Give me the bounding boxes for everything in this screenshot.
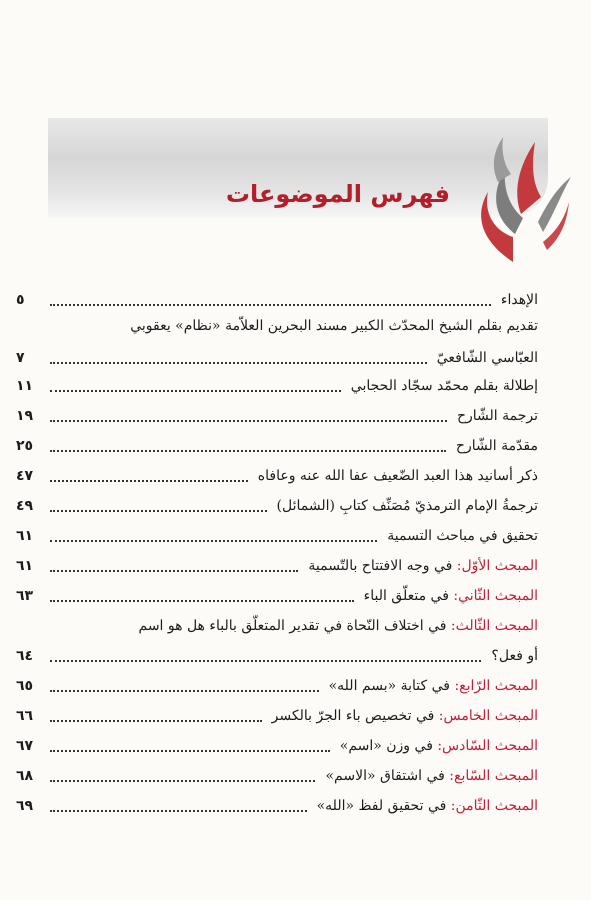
toc-leader-dots xyxy=(50,410,447,422)
toc-leader-dots xyxy=(50,380,341,392)
toc-entry-page: ٦١ xyxy=(16,528,34,544)
toc-entry-label: المبحث الثّامن: xyxy=(446,798,538,814)
toc-entry-title: في متعلّق الباء xyxy=(363,588,449,604)
toc-leader-dots xyxy=(50,800,307,812)
toc-entry-label: المبحث الثّالث: xyxy=(446,618,538,634)
toc-leader-dots xyxy=(50,352,427,364)
toc-leader-dots xyxy=(50,470,248,482)
toc-entry-page: ٦١ xyxy=(16,558,34,574)
toc-entry-page: ١٩ xyxy=(16,408,34,424)
toc-leader-dots xyxy=(50,294,491,306)
toc-leader-dots xyxy=(50,650,481,662)
toc-entry-title: تقديم بقلم الشيخ المحدّث الكبير مسند البحرين العلاّمة «نظام» يعقوبي xyxy=(130,318,538,334)
toc-entry-page: ٦٩ xyxy=(16,798,34,814)
toc-entry-title: في اختلاف النّحاة في تقدير المتعلّق بالباء هل هو اسم xyxy=(138,618,447,634)
toc-entry-title: في وزن «اسم» xyxy=(339,738,433,754)
toc-entry-title: ذكر أسانيد هذا العبد الضّعيف عفا الله عنه وعافاه xyxy=(257,468,538,484)
toc-entry-label: المبحث الثّاني: xyxy=(448,588,538,604)
toc-entry-page: ٦٣ xyxy=(16,588,34,604)
toc-entry-title: في كتابة «بسم الله» xyxy=(328,678,450,694)
page-title: فهرس الموضوعات xyxy=(225,180,450,208)
toc-leader-dots xyxy=(50,740,330,752)
toc-entry-label: المبحث الخامس: xyxy=(434,708,538,724)
toc-entry-title: في اشتقاق «الاسم» xyxy=(325,768,445,784)
toc-entry-page: ٥ xyxy=(16,292,25,308)
toc-leader-dots xyxy=(50,530,377,542)
toc-entry-title: تحقيق في مباحث التسمية xyxy=(387,528,538,544)
toc-entry-title: إطلالة بقلم محمّد سجّاد الحجابي xyxy=(350,378,538,394)
toc-entry-page: ٦٥ xyxy=(16,678,34,694)
toc-leader-dots xyxy=(50,680,319,692)
toc-entry-page: ٤٩ xyxy=(16,498,34,514)
toc-entry-page: ٦٨ xyxy=(16,768,34,784)
flame-ornament-icon xyxy=(443,122,573,267)
toc-leader-dots xyxy=(50,710,262,722)
toc-leader-dots xyxy=(50,590,354,602)
toc-entry-page: ١١ xyxy=(16,378,34,394)
toc-entry-page: ٦٦ xyxy=(16,708,34,724)
toc-leader-dots xyxy=(50,500,267,512)
toc-entry-label: المبحث السّابع: xyxy=(444,768,538,784)
toc-entry-page: ٢٥ xyxy=(16,438,34,454)
toc-entry-title: مقدّمة الشّارح xyxy=(455,438,538,454)
toc-entry-label: المبحث السّادس: xyxy=(432,738,538,754)
toc-entry-page: ٧ xyxy=(16,350,25,366)
toc-entry-title: ترجمةُ الإمام الترمذيّ مُصَنِّف كتابِ (الشمائل) xyxy=(276,498,538,514)
toc-entry-page: ٦٧ xyxy=(16,738,34,754)
toc-entry-page: ٦٤ xyxy=(16,648,34,664)
toc-entry-title: العبّاسي الشّافعيّ xyxy=(436,350,538,366)
toc-entry-title: ترجمة الشّارح xyxy=(456,408,538,424)
toc-entry-title: أو فعل؟ xyxy=(491,648,538,664)
toc-entry-label: المبحث الأوّل: xyxy=(452,558,538,574)
toc-entry-title: في تحقيق لفظ «الله» xyxy=(316,798,447,814)
toc-entry-label: المبحث الرّابع: xyxy=(450,678,538,694)
toc-leader-dots xyxy=(50,560,298,572)
toc-leader-dots xyxy=(50,440,446,452)
toc-entry-title: الإهداء xyxy=(500,292,538,308)
toc-entry-title: في تخصيص باء الجرّ بالكسر xyxy=(271,708,435,724)
toc-entry-page: ٤٧ xyxy=(16,468,34,484)
toc-entry-title: في وجه الافتتاح بالتّسمية xyxy=(308,558,453,574)
toc-leader-dots xyxy=(50,770,315,782)
